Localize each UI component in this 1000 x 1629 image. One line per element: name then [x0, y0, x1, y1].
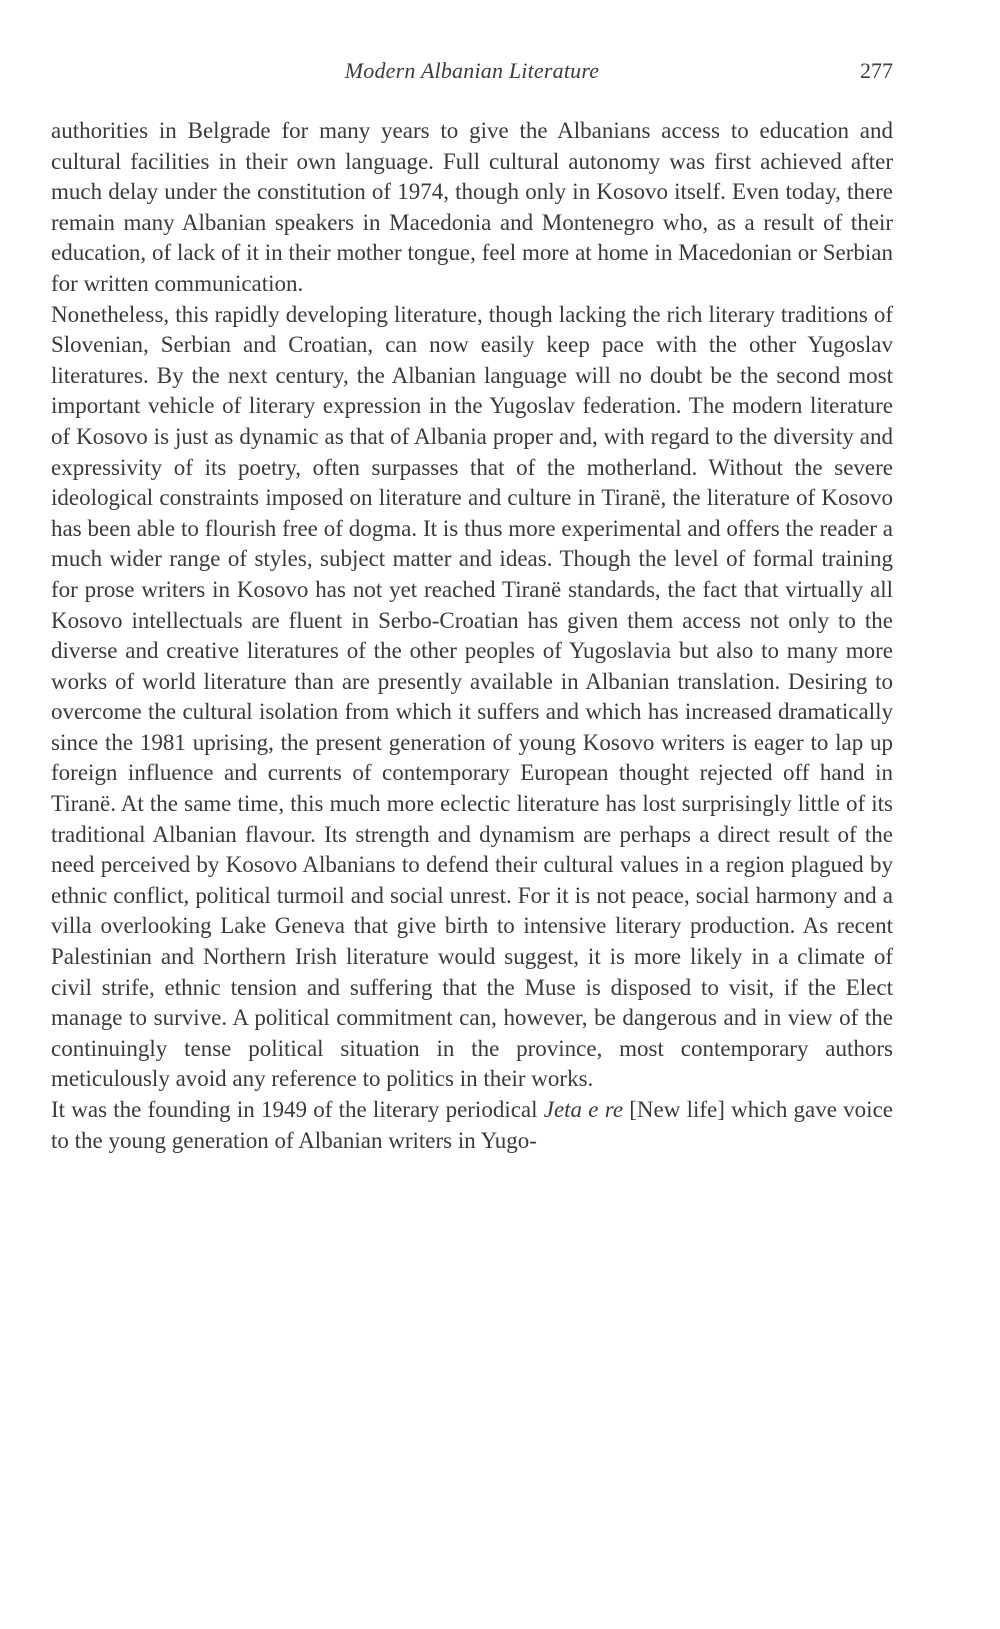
running-head	[51, 0, 893, 96]
page-number: 277	[860, 58, 893, 83]
paragraph-3	[51, 1095, 893, 1156]
periodical-title: Jeta e re	[543, 1097, 624, 1122]
paragraph-1: authorities in Belgrade for many years to give the Albanians access to education and cultural facilities in their own language. Full cultural autonomy was first achieved after much delay under the constitution of 1974, though only in Kosovo itself. Even today, there remain many Albanian speakers in Macedonia and Montenegro who, as a result of their education, of lack of it in their mother tongue, feel more at home in Macedonian or Serbian for written communication.	[51, 118, 893, 296]
body-text	[51, 116, 893, 1156]
paragraph-2: Nonetheless, this rapidly developing literature, though lacking the rich literary traditions of Slovenian, Serbian and Croatian, can now easily keep pace with the other Yugoslav literatures. By the next century, the Albanian language will no doubt be the second most important vehicle of literary expression in the Yugoslav federation. The modern literature of Kosovo is just as dynamic as that of Albania proper and, with regard to the diversity and expressivity of its poetry, often surpasses that of the motherland. Without the severe ideological constraints imposed on literature and culture in Tiranë, the literature of Kosovo has been able to flourish free of dogma. It is thus more experimental and offers the reader a much wider range of styles, subject matter and ideas. Though the level of formal training for prose writers in Kosovo has not yet reached Tiranë standards, the fact that virtually all Kosovo intellectuals are fluent in Serbo-Croatian has given them access not only to the diverse and creative literatures of the other peoples of Yugoslavia but also to many more works of world literature than are presently available in Albanian translation. Desiring to overcome the cultural isolation from which it suffers and which has increased dramatically since the 1981 uprising, the present generation of young Kosovo writers is eager to lap up foreign influence and currents of contemporary European thought rejected off hand in Tiranë. At the same time, this much more eclectic literature has lost surprisingly little of its traditional Albanian flavour. Its strength and dynamism are perhaps a direct result of the need perceived by Kosovo Albanians to defend their cultural values in a region plagued by ethnic conflict, political turmoil and social unrest. For it is not peace, social harmony and a villa overlooking Lake Geneva that give birth to intensive literary production. As recent Palestinian and Northern Irish literature would suggest, it is more likely in a climate of civil strife, ethnic tension and suffering that the Muse is disposed to visit, if the Elect manage to survive. A political commitment can, however, be dangerous and in view of the continuingly tense political situation in the province, most contemporary authors meticulously avoid any reference to politics in their works.	[51, 301, 893, 1092]
book-page	[51, 0, 893, 1156]
paragraph-3-end: [New life] which gave voice to the young generation of Albanian writers in Yugo-	[51, 1097, 893, 1153]
paragraph-3-start: It was the founding in 1949 of the literary periodical	[51, 1097, 544, 1122]
running-title: Modern Albanian Literature	[344, 58, 600, 83]
